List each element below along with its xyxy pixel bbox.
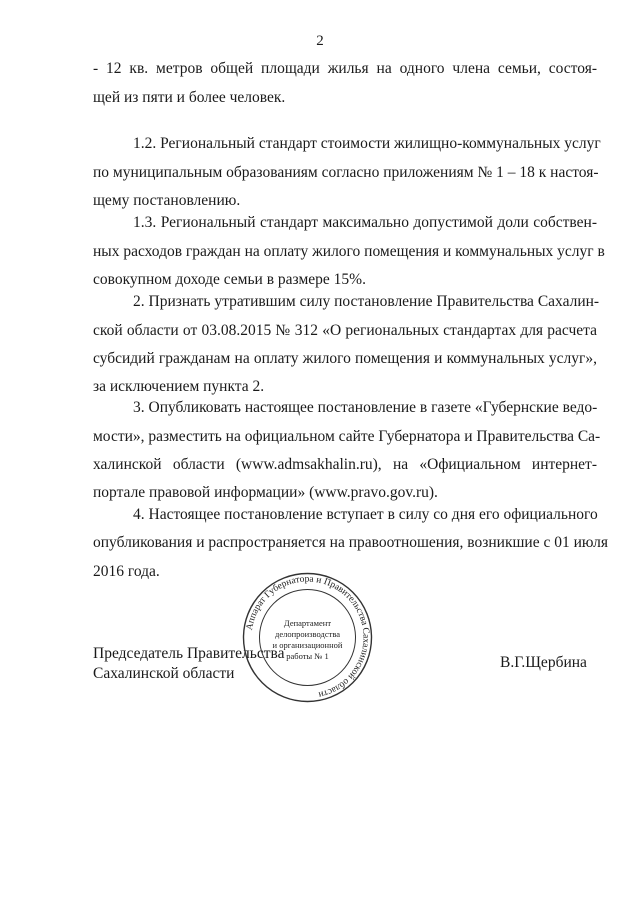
text-line: 1.3. Региональный стандарт максимально допустимой доли собствен- — [133, 214, 597, 231]
text-line: ных расходов граждан на оплату жилого помещения и коммунальных услуг в — [93, 243, 605, 260]
signatory-name: В.Г.Щербина — [500, 654, 587, 671]
text-line: портале правовой информации» (www.pravo.gov.ru). — [93, 484, 438, 501]
official-seal-stamp — [240, 570, 375, 705]
text-line: за исключением пункта 2. — [93, 378, 265, 395]
text-line: опубликования и распространяется на правоотношения, возникшие с 01 июля — [93, 534, 608, 551]
text-line: щему постановлению. — [93, 192, 241, 209]
text-line: 2016 года. — [93, 563, 160, 580]
text-line: мости», разместить на официальном сайте Губернатора и Правительства Са- — [93, 428, 601, 445]
text-line: 1.2. Региональный стандарт стоимости жилищно-коммунальных услуг — [133, 135, 601, 152]
seal-inner-line: работы № 1 — [286, 651, 329, 661]
text-line: совокупном доходе семьи в размере 15%. — [93, 271, 366, 288]
seal-inner-line: и организационной — [272, 640, 343, 650]
signatory-title-line1: Председатель Правительства — [93, 645, 285, 662]
text-line: щей из пяти и более человек. — [93, 89, 286, 106]
seal-outer-text: Аппарат Губернатора и Правительства Сахалинской области — [244, 574, 371, 700]
text-line: 4. Настоящее постановление вступает в силу со дня его официального — [133, 506, 598, 523]
seal-inner-line: делопроизводства — [275, 629, 340, 639]
text-line: 3. Опубликовать настоящее постановление в газете «Губернские ведо- — [133, 399, 598, 416]
page-number: 2 — [316, 33, 324, 49]
text-line: по муниципальным образованиям согласно приложениям № 1 – 18 к настоя- — [93, 164, 599, 181]
text-line: халинской области (www.admsakhalin.ru), на «Официальном интернет- — [93, 456, 597, 473]
text-line: субсидий гражданам на оплату жилого помещения и коммунальных услуг», — [93, 350, 597, 367]
signatory-title-line2: Сахалинской области — [93, 665, 235, 682]
text-line: 2. Признать утратившим силу постановление Правительства Сахалин- — [133, 293, 600, 310]
text-line: - 12 кв. метров общей площади жилья на одного члена семьи, состоя- — [93, 60, 597, 77]
seal-inner-line: Департамент — [283, 618, 332, 628]
text-line: ской области от 03.08.2015 № 312 «О региональных стандартах для расчета — [93, 322, 597, 339]
